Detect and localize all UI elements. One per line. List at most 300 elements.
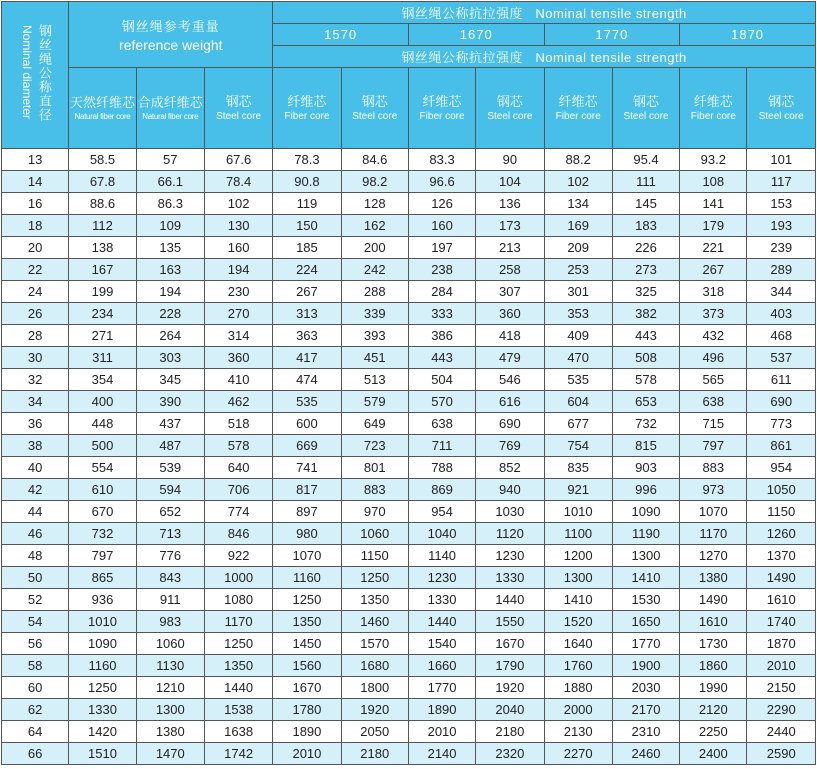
diameter-cell: 16 bbox=[2, 193, 69, 215]
table-row bbox=[2, 325, 816, 347]
weight-cell: 1410 bbox=[612, 567, 679, 589]
weight-cell: 2400 bbox=[680, 743, 747, 765]
reference-weight-header bbox=[69, 2, 273, 68]
diameter-cell: 46 bbox=[2, 523, 69, 545]
weight-cell: 2290 bbox=[747, 699, 816, 721]
weight-cell: 234 bbox=[69, 303, 136, 325]
weight-cell: 1990 bbox=[680, 677, 747, 699]
weight-cell: 98.2 bbox=[341, 171, 408, 193]
weight-cell: 314 bbox=[204, 325, 272, 347]
weight-cell: 145 bbox=[612, 193, 679, 215]
weight-cell: 570 bbox=[408, 391, 475, 413]
diameter-cell: 26 bbox=[2, 303, 69, 325]
weight-cell: 2170 bbox=[612, 699, 679, 721]
weight-cell: 221 bbox=[680, 237, 747, 259]
weight-cell: 970 bbox=[341, 501, 408, 523]
weight-cell: 437 bbox=[136, 413, 204, 435]
weight-cell: 1170 bbox=[680, 523, 747, 545]
diameter-cell: 38 bbox=[2, 435, 69, 457]
weight-cell: 242 bbox=[341, 259, 408, 281]
weight-cell: 183 bbox=[612, 215, 679, 237]
weight-cell: 1770 bbox=[408, 677, 475, 699]
weight-cell: 653 bbox=[612, 391, 679, 413]
tensile-strength-header-2: 钢丝绳公称抗拉强度 Nominal tensile strength bbox=[273, 46, 816, 68]
tensile-strength-header: 钢丝绳公称抗拉强度 Nominal tensile strength bbox=[273, 2, 816, 24]
weight-cell: 539 bbox=[136, 457, 204, 479]
weight-cell: 128 bbox=[341, 193, 408, 215]
weight-cell: 2590 bbox=[747, 743, 816, 765]
weight-cell: 1050 bbox=[747, 479, 816, 501]
weight-cell: 2460 bbox=[612, 743, 679, 765]
weight-cell: 797 bbox=[680, 435, 747, 457]
weight-cell: 741 bbox=[273, 457, 341, 479]
weight-cell: 921 bbox=[544, 479, 612, 501]
weight-cell: 162 bbox=[341, 215, 408, 237]
table-row bbox=[2, 435, 816, 457]
weight-cell: 1040 bbox=[408, 523, 475, 545]
table-row bbox=[2, 149, 816, 171]
weight-cell: 1150 bbox=[747, 501, 816, 523]
weight-cell: 774 bbox=[204, 501, 272, 523]
weight-cell: 353 bbox=[544, 303, 612, 325]
weight-cell: 754 bbox=[544, 435, 612, 457]
weight-cell: 470 bbox=[544, 347, 612, 369]
weight-cell: 90.8 bbox=[273, 171, 341, 193]
weight-cell: 1490 bbox=[747, 567, 816, 589]
weight-cell: 2000 bbox=[544, 699, 612, 721]
weight-cell: 604 bbox=[544, 391, 612, 413]
diameter-cell: 44 bbox=[2, 501, 69, 523]
weight-cell: 1080 bbox=[204, 589, 272, 611]
weight-cell: 1790 bbox=[476, 655, 544, 677]
fiber-core-header-1670: 纤维芯 Fiber core bbox=[408, 68, 475, 149]
weight-cell: 1030 bbox=[476, 501, 544, 523]
weight-cell: 66.1 bbox=[136, 171, 204, 193]
weight-cell: 980 bbox=[273, 523, 341, 545]
weight-cell: 487 bbox=[136, 435, 204, 457]
weight-cell: 1330 bbox=[476, 567, 544, 589]
weight-cell: 578 bbox=[612, 369, 679, 391]
synthetic-fiber-core-header: 合成纤维芯 Natural fiber core bbox=[136, 68, 204, 149]
weight-cell: 535 bbox=[544, 369, 612, 391]
fiber-core-header-1870: 纤维芯 Fiber core bbox=[680, 68, 747, 149]
weight-cell: 903 bbox=[612, 457, 679, 479]
weight-cell: 496 bbox=[680, 347, 747, 369]
weight-cell: 78.4 bbox=[204, 171, 272, 193]
weight-cell: 1200 bbox=[544, 545, 612, 567]
weight-cell: 1770 bbox=[612, 633, 679, 655]
weight-cell: 1230 bbox=[408, 567, 475, 589]
weight-cell: 1760 bbox=[544, 655, 612, 677]
weight-cell: 1250 bbox=[69, 677, 136, 699]
diameter-cell: 62 bbox=[2, 699, 69, 721]
weight-cell: 307 bbox=[476, 281, 544, 303]
weight-cell: 1410 bbox=[544, 589, 612, 611]
weight-cell: 723 bbox=[341, 435, 408, 457]
weight-cell: 2320 bbox=[476, 743, 544, 765]
weight-cell: 835 bbox=[544, 457, 612, 479]
weight-cell: 138 bbox=[69, 237, 136, 259]
weight-cell: 462 bbox=[204, 391, 272, 413]
table-row bbox=[2, 743, 816, 765]
weight-cell: 163 bbox=[136, 259, 204, 281]
grade-1570-header: 1570 bbox=[273, 24, 409, 46]
weight-cell: 669 bbox=[273, 435, 341, 457]
weight-cell: 88.2 bbox=[544, 149, 612, 171]
weight-cell: 732 bbox=[612, 413, 679, 435]
weight-cell: 193 bbox=[747, 215, 816, 237]
weight-cell: 228 bbox=[136, 303, 204, 325]
weight-cell: 1350 bbox=[341, 589, 408, 611]
weight-cell: 160 bbox=[408, 215, 475, 237]
table-row bbox=[2, 567, 816, 589]
table-row bbox=[2, 457, 816, 479]
weight-cell: 1350 bbox=[204, 655, 272, 677]
weight-cell: 2050 bbox=[341, 721, 408, 743]
weight-cell: 1890 bbox=[273, 721, 341, 743]
table-body bbox=[2, 149, 816, 765]
weight-cell: 713 bbox=[136, 523, 204, 545]
weight-cell: 1610 bbox=[680, 611, 747, 633]
diameter-cell: 66 bbox=[2, 743, 69, 765]
weight-cell: 594 bbox=[136, 479, 204, 501]
weight-cell: 649 bbox=[341, 413, 408, 435]
weight-cell: 2440 bbox=[747, 721, 816, 743]
weight-cell: 883 bbox=[341, 479, 408, 501]
weight-cell: 253 bbox=[544, 259, 612, 281]
weight-cell: 409 bbox=[544, 325, 612, 347]
weight-cell: 1450 bbox=[273, 633, 341, 655]
weight-cell: 1090 bbox=[69, 633, 136, 655]
weight-cell: 386 bbox=[408, 325, 475, 347]
weight-cell: 578 bbox=[204, 435, 272, 457]
weight-cell: 197 bbox=[408, 237, 475, 259]
table-container bbox=[1, 1, 816, 765]
weight-cell: 213 bbox=[476, 237, 544, 259]
weight-cell: 554 bbox=[69, 457, 136, 479]
weight-cell: 996 bbox=[612, 479, 679, 501]
table-row bbox=[2, 171, 816, 193]
weight-cell: 911 bbox=[136, 589, 204, 611]
weight-cell: 846 bbox=[204, 523, 272, 545]
weight-cell: 936 bbox=[69, 589, 136, 611]
diameter-cell: 18 bbox=[2, 215, 69, 237]
weight-cell: 508 bbox=[612, 347, 679, 369]
weight-cell: 1250 bbox=[204, 633, 272, 655]
weight-cell: 815 bbox=[612, 435, 679, 457]
diameter-cell: 24 bbox=[2, 281, 69, 303]
steel-core-header-1770: 钢芯 Steel core bbox=[612, 68, 679, 149]
weight-cell: 150 bbox=[273, 215, 341, 237]
weight-cell: 179 bbox=[680, 215, 747, 237]
weight-cell: 940 bbox=[476, 479, 544, 501]
weight-cell: 90 bbox=[476, 149, 544, 171]
grade-1670-header: 1670 bbox=[408, 24, 544, 46]
weight-cell: 67.8 bbox=[69, 171, 136, 193]
weight-cell: 311 bbox=[69, 347, 136, 369]
weight-cell: 303 bbox=[136, 347, 204, 369]
table-row bbox=[2, 237, 816, 259]
weight-cell: 1440 bbox=[204, 677, 272, 699]
weight-cell: 1060 bbox=[341, 523, 408, 545]
weight-cell: 1070 bbox=[680, 501, 747, 523]
weight-cell: 1860 bbox=[680, 655, 747, 677]
weight-cell: 93.2 bbox=[680, 149, 747, 171]
wire-rope-weight-table bbox=[1, 1, 816, 765]
weight-cell: 2130 bbox=[544, 721, 612, 743]
weight-cell: 504 bbox=[408, 369, 475, 391]
diameter-cell: 64 bbox=[2, 721, 69, 743]
weight-cell: 1670 bbox=[476, 633, 544, 655]
weight-cell: 1890 bbox=[408, 699, 475, 721]
weight-cell: 869 bbox=[408, 479, 475, 501]
weight-cell: 173 bbox=[476, 215, 544, 237]
weight-cell: 1330 bbox=[69, 699, 136, 721]
weight-cell: 284 bbox=[408, 281, 475, 303]
weight-cell: 67.6 bbox=[204, 149, 272, 171]
weight-cell: 670 bbox=[69, 501, 136, 523]
weight-cell: 104 bbox=[476, 171, 544, 193]
weight-cell: 2270 bbox=[544, 743, 612, 765]
diameter-cell: 42 bbox=[2, 479, 69, 501]
weight-cell: 1920 bbox=[476, 677, 544, 699]
weight-cell: 390 bbox=[136, 391, 204, 413]
weight-cell: 801 bbox=[341, 457, 408, 479]
weight-cell: 883 bbox=[680, 457, 747, 479]
weight-cell: 117 bbox=[747, 171, 816, 193]
weight-cell: 108 bbox=[680, 171, 747, 193]
weight-cell: 788 bbox=[408, 457, 475, 479]
weight-cell: 78.3 bbox=[273, 149, 341, 171]
diameter-cell: 58 bbox=[2, 655, 69, 677]
weight-cell: 403 bbox=[747, 303, 816, 325]
steel-core-header-1570: 钢芯 Steel core bbox=[341, 68, 408, 149]
weight-cell: 616 bbox=[476, 391, 544, 413]
table-row bbox=[2, 259, 816, 281]
weight-cell: 468 bbox=[747, 325, 816, 347]
weight-cell: 1010 bbox=[544, 501, 612, 523]
table-row bbox=[2, 391, 816, 413]
weight-cell: 983 bbox=[136, 611, 204, 633]
weight-cell: 301 bbox=[544, 281, 612, 303]
weight-cell: 1380 bbox=[136, 721, 204, 743]
weight-cell: 1800 bbox=[341, 677, 408, 699]
weight-cell: 102 bbox=[544, 171, 612, 193]
weight-cell: 126 bbox=[408, 193, 475, 215]
fiber-core-header-1570: 纤维芯 Fiber core bbox=[273, 68, 341, 149]
diameter-cell: 22 bbox=[2, 259, 69, 281]
weight-cell: 973 bbox=[680, 479, 747, 501]
weight-cell: 1900 bbox=[612, 655, 679, 677]
weight-cell: 537 bbox=[747, 347, 816, 369]
diameter-cell: 20 bbox=[2, 237, 69, 259]
table-row bbox=[2, 347, 816, 369]
weight-cell: 954 bbox=[747, 457, 816, 479]
table-row bbox=[2, 545, 816, 567]
weight-cell: 474 bbox=[273, 369, 341, 391]
weight-cell: 333 bbox=[408, 303, 475, 325]
weight-cell: 1740 bbox=[747, 611, 816, 633]
table-row bbox=[2, 611, 816, 633]
diameter-cell: 30 bbox=[2, 347, 69, 369]
diameter-cell: 34 bbox=[2, 391, 69, 413]
weight-cell: 2010 bbox=[747, 655, 816, 677]
weight-cell: 843 bbox=[136, 567, 204, 589]
weight-cell: 2010 bbox=[408, 721, 475, 743]
weight-cell: 185 bbox=[273, 237, 341, 259]
weight-cell: 418 bbox=[476, 325, 544, 347]
weight-cell: 344 bbox=[747, 281, 816, 303]
weight-cell: 363 bbox=[273, 325, 341, 347]
weight-cell: 1010 bbox=[69, 611, 136, 633]
diameter-cn-label: 钢丝绳公称直径 bbox=[36, 23, 52, 122]
weight-cell: 1730 bbox=[680, 633, 747, 655]
weight-cell: 1550 bbox=[476, 611, 544, 633]
diameter-cell: 40 bbox=[2, 457, 69, 479]
weight-cell: 535 bbox=[273, 391, 341, 413]
fiber-core-header-1770: 纤维芯 Fiber core bbox=[544, 68, 612, 149]
grade-1770-header: 1770 bbox=[544, 24, 680, 46]
weight-cell: 135 bbox=[136, 237, 204, 259]
weight-cell: 448 bbox=[69, 413, 136, 435]
weight-cell: 1300 bbox=[544, 567, 612, 589]
weight-cell: 1190 bbox=[612, 523, 679, 545]
weight-cell: 194 bbox=[204, 259, 272, 281]
weight-cell: 1538 bbox=[204, 699, 272, 721]
weight-cell: 610 bbox=[69, 479, 136, 501]
weight-cell: 417 bbox=[273, 347, 341, 369]
weight-cell: 325 bbox=[612, 281, 679, 303]
weight-cell: 2140 bbox=[408, 743, 475, 765]
table-row bbox=[2, 281, 816, 303]
weight-cell: 711 bbox=[408, 435, 475, 457]
weight-cell: 817 bbox=[273, 479, 341, 501]
weight-cell: 861 bbox=[747, 435, 816, 457]
weight-cell: 732 bbox=[69, 523, 136, 545]
weight-cell: 638 bbox=[680, 391, 747, 413]
weight-cell: 1520 bbox=[544, 611, 612, 633]
weight-cell: 1140 bbox=[408, 545, 475, 567]
weight-cell: 199 bbox=[69, 281, 136, 303]
steel-core-header-1870: 钢芯 Steel core bbox=[747, 68, 816, 149]
weight-cell: 101 bbox=[747, 149, 816, 171]
weight-cell: 267 bbox=[680, 259, 747, 281]
weight-cell: 226 bbox=[612, 237, 679, 259]
weight-cell: 773 bbox=[747, 413, 816, 435]
weight-cell: 194 bbox=[136, 281, 204, 303]
weight-cell: 1250 bbox=[273, 589, 341, 611]
table-row bbox=[2, 523, 816, 545]
weight-cell: 1260 bbox=[747, 523, 816, 545]
weight-cell: 2180 bbox=[476, 721, 544, 743]
weight-cell: 690 bbox=[747, 391, 816, 413]
weight-cell: 2150 bbox=[747, 677, 816, 699]
weight-cell: 1540 bbox=[408, 633, 475, 655]
weight-cell: 1880 bbox=[544, 677, 612, 699]
weight-cell: 1490 bbox=[680, 589, 747, 611]
diameter-en-label: Nominal diameter bbox=[20, 25, 35, 120]
weight-cell: 715 bbox=[680, 413, 747, 435]
weight-cell: 112 bbox=[69, 215, 136, 237]
weight-cell: 264 bbox=[136, 325, 204, 347]
weight-cell: 134 bbox=[544, 193, 612, 215]
weight-cell: 1460 bbox=[341, 611, 408, 633]
weight-cell: 1470 bbox=[136, 743, 204, 765]
weight-cell: 1150 bbox=[341, 545, 408, 567]
weight-cell: 288 bbox=[341, 281, 408, 303]
weight-cell: 83.3 bbox=[408, 149, 475, 171]
weight-cell: 339 bbox=[341, 303, 408, 325]
weight-cell: 95.4 bbox=[612, 149, 679, 171]
weight-cell: 230 bbox=[204, 281, 272, 303]
weight-cell: 1100 bbox=[544, 523, 612, 545]
weight-cell: 86.3 bbox=[136, 193, 204, 215]
table-row bbox=[2, 721, 816, 743]
weight-cell: 1440 bbox=[408, 611, 475, 633]
weight-cell: 141 bbox=[680, 193, 747, 215]
weight-cell: 360 bbox=[204, 347, 272, 369]
weight-cell: 611 bbox=[747, 369, 816, 391]
weight-cell: 289 bbox=[747, 259, 816, 281]
weight-cell: 797 bbox=[69, 545, 136, 567]
weight-cell: 130 bbox=[204, 215, 272, 237]
weight-cell: 267 bbox=[273, 281, 341, 303]
weight-cell: 1570 bbox=[341, 633, 408, 655]
weight-cell: 432 bbox=[680, 325, 747, 347]
weight-cell: 1920 bbox=[341, 699, 408, 721]
weight-cell: 1610 bbox=[747, 589, 816, 611]
weight-cell: 153 bbox=[747, 193, 816, 215]
weight-cell: 2310 bbox=[612, 721, 679, 743]
weight-cell: 273 bbox=[612, 259, 679, 281]
weight-cell: 2030 bbox=[612, 677, 679, 699]
weight-cell: 500 bbox=[69, 435, 136, 457]
weight-cell: 1090 bbox=[612, 501, 679, 523]
weight-cell: 443 bbox=[612, 325, 679, 347]
weight-cell: 1120 bbox=[476, 523, 544, 545]
ref-weight-en-label: reference weight bbox=[119, 37, 223, 53]
weight-cell: 109 bbox=[136, 215, 204, 237]
table-row bbox=[2, 215, 816, 237]
weight-cell: 1510 bbox=[69, 743, 136, 765]
table-row bbox=[2, 589, 816, 611]
weight-cell: 1250 bbox=[341, 567, 408, 589]
table-row bbox=[2, 369, 816, 391]
weight-cell: 518 bbox=[204, 413, 272, 435]
weight-cell: 84.6 bbox=[341, 149, 408, 171]
weight-cell: 271 bbox=[69, 325, 136, 347]
diameter-cell: 32 bbox=[2, 369, 69, 391]
weight-cell: 354 bbox=[69, 369, 136, 391]
weight-cell: 1210 bbox=[136, 677, 204, 699]
diameter-cell: 48 bbox=[2, 545, 69, 567]
weight-cell: 652 bbox=[136, 501, 204, 523]
weight-cell: 1170 bbox=[204, 611, 272, 633]
weight-cell: 1420 bbox=[69, 721, 136, 743]
weight-cell: 954 bbox=[408, 501, 475, 523]
weight-cell: 160 bbox=[204, 237, 272, 259]
ref-weight-cn-label: 钢丝绳参考重量 bbox=[121, 19, 220, 34]
weight-cell: 1060 bbox=[136, 633, 204, 655]
weight-cell: 600 bbox=[273, 413, 341, 435]
diameter-cell: 60 bbox=[2, 677, 69, 699]
weight-cell: 136 bbox=[476, 193, 544, 215]
weight-cell: 852 bbox=[476, 457, 544, 479]
weight-cell: 1000 bbox=[204, 567, 272, 589]
weight-cell: 1160 bbox=[69, 655, 136, 677]
weight-cell: 1670 bbox=[273, 677, 341, 699]
table-row bbox=[2, 501, 816, 523]
